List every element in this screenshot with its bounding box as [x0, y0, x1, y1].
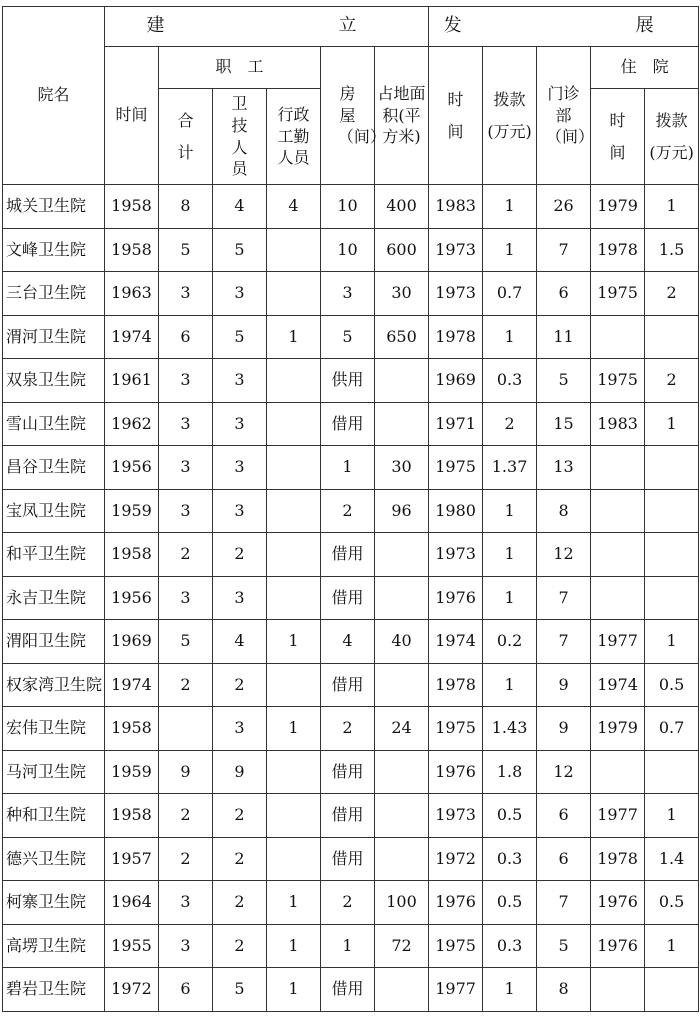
cell-name: 德兴卫生院: [3, 837, 105, 881]
cell-admin: 1: [267, 707, 321, 751]
cell-dev-funds: 0.3: [483, 359, 537, 403]
cell-tech: 5: [213, 315, 267, 359]
cell-admin: [267, 402, 321, 446]
cell-dev-time: 1976: [429, 750, 483, 794]
table-row: [3, 402, 699, 446]
cell-time: 1961: [105, 359, 159, 403]
cell-time: 1956: [105, 576, 159, 620]
cell-dev-funds: 0.7: [483, 272, 537, 316]
cell-name: 城关卫生院: [3, 185, 105, 229]
table-row: [3, 968, 699, 1012]
header-dev-funds: [483, 47, 537, 185]
table-row: [3, 881, 699, 925]
cell-area: 96: [375, 489, 429, 533]
cell-area: [375, 968, 429, 1012]
cell-rooms: 借用: [321, 750, 375, 794]
cell-total: 5: [159, 228, 213, 272]
cell-admin: [267, 228, 321, 272]
cell-rooms: 10: [321, 185, 375, 229]
cell-rooms: 2: [321, 707, 375, 751]
cell-total: 3: [159, 881, 213, 925]
cell-clinic: 7: [537, 620, 591, 664]
cell-tech: 5: [213, 968, 267, 1012]
cell-time: 1969: [105, 620, 159, 664]
cell-total: 9: [159, 750, 213, 794]
cell-clinic: 15: [537, 402, 591, 446]
cell-tech: 3: [213, 489, 267, 533]
cell-clinic: 7: [537, 228, 591, 272]
cell-time: 1958: [105, 794, 159, 838]
cell-inp-funds: 1.4: [645, 837, 699, 881]
cell-name: 雪山卫生院: [3, 402, 105, 446]
cell-total: 2: [159, 794, 213, 838]
cell-time: 1955: [105, 924, 159, 968]
cell-inp-time: 1978: [591, 228, 645, 272]
cell-inp-time: 1977: [591, 620, 645, 664]
cell-admin: [267, 272, 321, 316]
header-area: [375, 47, 429, 185]
cell-clinic: 11: [537, 315, 591, 359]
cell-tech: 2: [213, 881, 267, 925]
cell-total: 3: [159, 489, 213, 533]
cell-total: 3: [159, 402, 213, 446]
cell-inp-funds: [645, 968, 699, 1012]
cell-inp-funds: [645, 489, 699, 533]
cell-total: 2: [159, 533, 213, 577]
cell-area: 600: [375, 228, 429, 272]
cell-area: 30: [375, 446, 429, 490]
table-row: [3, 359, 699, 403]
cell-area: [375, 663, 429, 707]
cell-dev-funds: 1.8: [483, 750, 537, 794]
cell-name: 种和卫生院: [3, 794, 105, 838]
cell-total: 6: [159, 968, 213, 1012]
table-row: [3, 663, 699, 707]
cell-clinic: 7: [537, 881, 591, 925]
cell-name: 昌谷卫生院: [3, 446, 105, 490]
cell-name: 和平卫生院: [3, 533, 105, 577]
table-row: [3, 620, 699, 664]
cell-dev-time: 1976: [429, 576, 483, 620]
header-develop: 发 展: [429, 7, 699, 47]
cell-inp-funds: [645, 576, 699, 620]
table-row: [3, 489, 699, 533]
cell-area: [375, 794, 429, 838]
table-row: [3, 707, 699, 751]
cell-area: [375, 359, 429, 403]
cell-name: 碧岩卫生院: [3, 968, 105, 1012]
cell-area: 40: [375, 620, 429, 664]
cell-rooms: 2: [321, 881, 375, 925]
cell-total: 3: [159, 272, 213, 316]
cell-area: 72: [375, 924, 429, 968]
header-dev-time: [429, 47, 483, 185]
cell-tech: 3: [213, 707, 267, 751]
cell-area: 24: [375, 707, 429, 751]
hospital-table-wrapper: [2, 6, 699, 1012]
cell-dev-time: 1974: [429, 620, 483, 664]
header-rooms: [321, 47, 386, 185]
header-dev-funds-text: 拨款(万元): [487, 89, 532, 141]
cell-time: 1974: [105, 315, 159, 359]
cell-rooms: 5: [321, 315, 375, 359]
header-staff-tech: [213, 89, 267, 185]
cell-total: 3: [159, 576, 213, 620]
cell-clinic: 6: [537, 837, 591, 881]
cell-admin: [267, 489, 321, 533]
cell-name: 永吉卫生院: [3, 576, 105, 620]
cell-inp-time: 1977: [591, 794, 645, 838]
cell-inp-funds: 1: [645, 402, 699, 446]
cell-inp-funds: 1: [645, 794, 699, 838]
cell-rooms: 借用: [321, 576, 375, 620]
table-row: [3, 750, 699, 794]
cell-inp-time: 1975: [591, 359, 645, 403]
cell-area: 400: [375, 185, 429, 229]
table-body: [3, 185, 699, 1012]
cell-inp-time: 1974: [591, 663, 645, 707]
cell-clinic: 12: [537, 750, 591, 794]
cell-admin: [267, 750, 321, 794]
cell-time: 1959: [105, 489, 159, 533]
cell-inp-time: 1976: [591, 924, 645, 968]
cell-dev-time: 1975: [429, 924, 483, 968]
cell-time: 1974: [105, 663, 159, 707]
cell-inp-time: 1975: [591, 272, 645, 316]
cell-inp-funds: 0.5: [645, 663, 699, 707]
cell-inp-funds: 1: [645, 620, 699, 664]
cell-admin: 1: [267, 968, 321, 1012]
cell-inp-funds: [645, 750, 699, 794]
cell-time: 1958: [105, 533, 159, 577]
cell-time: 1962: [105, 402, 159, 446]
cell-area: 30: [375, 272, 429, 316]
header-establish: 建 立: [105, 7, 429, 47]
cell-clinic: 8: [537, 489, 591, 533]
cell-dev-time: 1973: [429, 228, 483, 272]
cell-rooms: 2: [321, 489, 375, 533]
cell-inp-funds: 1: [645, 185, 699, 229]
header-staff-tech-text: 卫技人员: [231, 94, 248, 179]
cell-inp-time: [591, 446, 645, 490]
cell-dev-time: 1978: [429, 315, 483, 359]
cell-dev-time: 1976: [429, 881, 483, 925]
cell-total: 3: [159, 446, 213, 490]
cell-rooms: 3: [321, 272, 375, 316]
cell-inp-funds: 1: [645, 924, 699, 968]
cell-dev-funds: 0.5: [483, 881, 537, 925]
cell-dev-funds: 0.3: [483, 837, 537, 881]
cell-admin: [267, 533, 321, 577]
cell-dev-funds: 1: [483, 185, 537, 229]
cell-inp-time: 1979: [591, 185, 645, 229]
cell-total: 2: [159, 663, 213, 707]
cell-tech: 2: [213, 924, 267, 968]
table-row: [3, 315, 699, 359]
cell-rooms: 借用: [321, 663, 375, 707]
cell-total: 3: [159, 924, 213, 968]
cell-tech: 3: [213, 446, 267, 490]
cell-time: 1964: [105, 881, 159, 925]
table-row: [3, 533, 699, 577]
cell-inp-time: [591, 750, 645, 794]
cell-dev-funds: 1: [483, 489, 537, 533]
cell-time: 1957: [105, 837, 159, 881]
cell-tech: 2: [213, 794, 267, 838]
cell-name: 渭阳卫生院: [3, 620, 105, 664]
cell-area: 650: [375, 315, 429, 359]
cell-dev-time: 1977: [429, 968, 483, 1012]
cell-dev-funds: 1.43: [483, 707, 537, 751]
cell-rooms: 借用: [321, 968, 375, 1012]
header-inp-time: [591, 89, 645, 185]
cell-rooms: 1: [321, 446, 375, 490]
hospital-table: [2, 6, 699, 1012]
cell-rooms: 借用: [321, 533, 375, 577]
cell-name: 宏伟卫生院: [3, 707, 105, 751]
cell-total: 3: [159, 359, 213, 403]
cell-dev-time: 1975: [429, 707, 483, 751]
table-row: [3, 924, 699, 968]
cell-admin: 4: [267, 185, 321, 229]
cell-dev-time: 1971: [429, 402, 483, 446]
cell-name: 双泉卫生院: [3, 359, 105, 403]
cell-rooms: 10: [321, 228, 375, 272]
table-row: [3, 837, 699, 881]
cell-tech: 3: [213, 576, 267, 620]
cell-dev-time: 1983: [429, 185, 483, 229]
cell-dev-time: 1978: [429, 663, 483, 707]
cell-dev-time: 1969: [429, 359, 483, 403]
cell-inp-time: 1979: [591, 707, 645, 751]
cell-admin: [267, 576, 321, 620]
cell-tech: 2: [213, 663, 267, 707]
cell-dev-funds: 1: [483, 315, 537, 359]
cell-time: 1958: [105, 707, 159, 751]
cell-clinic: 7: [537, 576, 591, 620]
cell-admin: 1: [267, 924, 321, 968]
cell-inp-time: 1976: [591, 881, 645, 925]
cell-area: [375, 750, 429, 794]
cell-clinic: 26: [537, 185, 591, 229]
cell-area: [375, 533, 429, 577]
cell-area: 100: [375, 881, 429, 925]
cell-inp-funds: 1.5: [645, 228, 699, 272]
cell-name: 柯寨卫生院: [3, 881, 105, 925]
cell-area: [375, 837, 429, 881]
cell-clinic: 13: [537, 446, 591, 490]
cell-admin: 1: [267, 315, 321, 359]
cell-dev-funds: 2: [483, 402, 537, 446]
cell-inp-funds: 0.7: [645, 707, 699, 751]
table-row: [3, 446, 699, 490]
cell-rooms: 借用: [321, 402, 375, 446]
cell-inp-funds: 0.5: [645, 881, 699, 925]
cell-total: 5: [159, 620, 213, 664]
cell-inp-funds: 2: [645, 359, 699, 403]
cell-admin: [267, 794, 321, 838]
cell-clinic: 8: [537, 968, 591, 1012]
cell-admin: 1: [267, 620, 321, 664]
cell-inp-funds: 2: [645, 272, 699, 316]
cell-rooms: 借用: [321, 794, 375, 838]
header-staff-total-text: 合计: [177, 110, 194, 162]
cell-inp-funds: [645, 446, 699, 490]
cell-inp-time: 1978: [591, 837, 645, 881]
cell-time: 1959: [105, 750, 159, 794]
cell-name: 权家湾卫生院: [3, 663, 105, 707]
cell-dev-funds: 1: [483, 228, 537, 272]
table-row: [3, 185, 699, 229]
cell-admin: [267, 663, 321, 707]
cell-time: 1963: [105, 272, 159, 316]
cell-tech: 4: [213, 620, 267, 664]
cell-dev-time: 1975: [429, 446, 483, 490]
cell-rooms: 4: [321, 620, 375, 664]
table-row: [3, 794, 699, 838]
cell-inp-time: 1983: [591, 402, 645, 446]
cell-total: 8: [159, 185, 213, 229]
table-row: [3, 228, 699, 272]
header-dev-time-text: 时间: [447, 89, 464, 141]
cell-clinic: 12: [537, 533, 591, 577]
cell-tech: 5: [213, 228, 267, 272]
cell-dev-funds: 1: [483, 533, 537, 577]
cell-dev-funds: 1.37: [483, 446, 537, 490]
cell-name: 文峰卫生院: [3, 228, 105, 272]
cell-time: 1956: [105, 446, 159, 490]
table-header: [3, 7, 699, 185]
cell-area: [375, 402, 429, 446]
header-clinic: [537, 47, 594, 185]
header-staff-admin: [267, 89, 321, 185]
cell-dev-time: 1973: [429, 272, 483, 316]
header-inp-funds-text: 拨款(万元): [649, 110, 694, 162]
header-staff-total: [159, 89, 213, 185]
cell-inp-time: [591, 576, 645, 620]
cell-clinic: 6: [537, 272, 591, 316]
cell-tech: 3: [213, 272, 267, 316]
cell-name: 马河卫生院: [3, 750, 105, 794]
header-clinic-text: 门诊部（间）: [545, 84, 594, 147]
cell-dev-time: 1980: [429, 489, 483, 533]
cell-name: 宝凤卫生院: [3, 489, 105, 533]
header-area-text: 占地面积(平方米): [377, 84, 426, 147]
cell-area: [375, 576, 429, 620]
table-row: [3, 272, 699, 316]
cell-admin: [267, 837, 321, 881]
cell-name: 高塄卫生院: [3, 924, 105, 968]
table-row: [3, 576, 699, 620]
cell-dev-time: 1973: [429, 533, 483, 577]
cell-tech: 9: [213, 750, 267, 794]
cell-clinic: 5: [537, 359, 591, 403]
cell-admin: [267, 446, 321, 490]
cell-tech: 4: [213, 185, 267, 229]
cell-tech: 2: [213, 533, 267, 577]
cell-dev-funds: 0.5: [483, 794, 537, 838]
cell-time: 1972: [105, 968, 159, 1012]
cell-dev-time: 1972: [429, 837, 483, 881]
cell-clinic: 9: [537, 707, 591, 751]
cell-inp-funds: [645, 315, 699, 359]
header-establish-time: 时间: [105, 47, 159, 185]
header-hospital-name: 院名: [3, 7, 105, 185]
cell-dev-time: 1973: [429, 794, 483, 838]
cell-dev-funds: 1: [483, 576, 537, 620]
cell-inp-time: [591, 315, 645, 359]
cell-inp-time: [591, 968, 645, 1012]
cell-clinic: 5: [537, 924, 591, 968]
cell-inp-funds: [645, 533, 699, 577]
cell-dev-funds: 1: [483, 663, 537, 707]
header-staff: 职 工: [159, 47, 321, 89]
header-rooms-text: 房屋（间）: [337, 84, 386, 147]
cell-time: 1958: [105, 185, 159, 229]
header-inp-time-text: 时间: [609, 110, 626, 162]
cell-clinic: 6: [537, 794, 591, 838]
cell-name: 渭河卫生院: [3, 315, 105, 359]
cell-inp-time: [591, 533, 645, 577]
cell-clinic: 9: [537, 663, 591, 707]
cell-tech: 3: [213, 402, 267, 446]
cell-rooms: 借用: [321, 837, 375, 881]
cell-rooms: 供用: [321, 359, 375, 403]
header-staff-admin-text: 行政工勤人员: [277, 105, 310, 168]
cell-inp-time: [591, 489, 645, 533]
cell-tech: 3: [213, 359, 267, 403]
cell-total: 2: [159, 837, 213, 881]
cell-dev-funds: 0.3: [483, 924, 537, 968]
cell-total: 6: [159, 315, 213, 359]
cell-dev-funds: 0.2: [483, 620, 537, 664]
cell-admin: [267, 359, 321, 403]
cell-dev-funds: 1: [483, 968, 537, 1012]
cell-admin: 1: [267, 881, 321, 925]
cell-time: 1958: [105, 228, 159, 272]
cell-rooms: 1: [321, 924, 375, 968]
cell-total: [159, 707, 213, 751]
header-inpatient: 住 院: [591, 47, 699, 89]
cell-tech: 2: [213, 837, 267, 881]
cell-name: 三台卫生院: [3, 272, 105, 316]
header-inp-funds: [645, 89, 699, 185]
